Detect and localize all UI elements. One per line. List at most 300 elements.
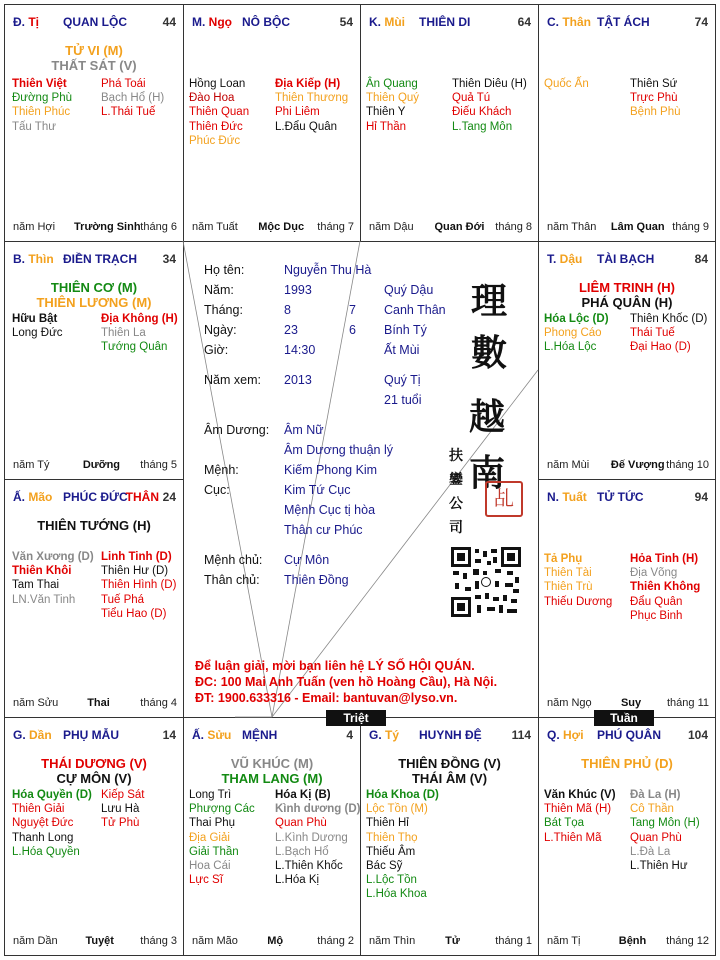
stars-right <box>275 788 360 887</box>
stars-left <box>12 312 63 340</box>
minor-star: Hữu Bật <box>12 313 58 325</box>
minor-star: Thanh Long <box>12 831 74 844</box>
minor-star: Thiên Việt <box>12 78 67 90</box>
thanchu-value: Thiên Đồng <box>284 573 349 587</box>
palace-footer <box>5 935 183 949</box>
minor-star: Hỉ Thần <box>366 120 407 133</box>
minor-star: Địa Không (H) <box>101 313 178 325</box>
palace-header <box>5 252 183 268</box>
main-star: PHÁ QUÂN (H) <box>581 295 673 310</box>
center-info <box>183 241 538 717</box>
cuc-label: Cục: <box>204 483 230 497</box>
stars-left <box>544 788 616 845</box>
palace-branch: N. Tuất <box>547 490 587 504</box>
main-stars <box>539 756 715 771</box>
main-star: THAM LANG (M) <box>221 771 323 786</box>
footer-month: tháng 5 <box>140 459 177 471</box>
palace-branch: Đ. Tị <box>13 15 40 29</box>
tuan-tag: Tuần <box>594 710 654 726</box>
minor-star: Thiên Diêu (H) <box>452 78 527 90</box>
menhchu-value: Cự Môn <box>284 553 330 567</box>
thanchu-label: Thân chủ: <box>204 573 260 587</box>
stars-right <box>630 552 700 623</box>
palace-branch: B. Thìn <box>13 252 54 266</box>
palace-footer <box>539 459 715 473</box>
viewyear-canchi: Quý Tị <box>384 373 421 387</box>
palace-footer <box>184 935 360 949</box>
minor-star: Long Trì <box>189 789 232 801</box>
minor-star: Hồng Loan <box>189 78 246 90</box>
palace-footer <box>361 221 538 235</box>
stars-right <box>275 77 348 134</box>
minor-star: Thiên Sứ <box>630 78 678 90</box>
contact-line-3: ĐT: 1900.633316 - Email: bantuvan@lyso.vn. <box>195 691 458 705</box>
footer-stage: Dưỡng <box>82 459 121 471</box>
triet-tag: Triệt <box>326 710 386 726</box>
minor-star: Tang Môn (H) <box>630 817 700 830</box>
minor-star: Phúc Đức <box>189 134 241 147</box>
minor-star: L.Kình Dương <box>275 831 348 844</box>
minor-star: Đà La (H) <box>630 789 681 801</box>
menhchu-label: Mệnh chủ: <box>204 553 263 567</box>
minor-star: L.Thiên Hư <box>630 859 688 872</box>
menh-label: Mệnh: <box>204 463 239 477</box>
palace-tuat <box>539 480 715 717</box>
contact-line-2: ĐC: 100 Mai Anh Tuấn (ven hồ Hoàng Cầu), Hà Nội. <box>195 675 498 689</box>
palace-branch: G. Dần <box>13 728 52 742</box>
minor-star: Lực Sĩ <box>189 874 223 887</box>
minor-star: Trực Phù <box>630 92 678 105</box>
footer-month: tháng 11 <box>666 697 709 709</box>
palace-footer <box>539 935 715 949</box>
minor-star: Thiên Phúc <box>12 106 71 119</box>
palace-footer <box>361 935 538 949</box>
name-value: Nguyễn Thu Hà <box>284 263 372 277</box>
palace-number: 24 <box>162 490 176 504</box>
minor-star: Giải Thần <box>189 845 239 858</box>
minor-star: Hóa Lộc (D) <box>544 313 609 325</box>
minor-star: Thiên Thọ <box>366 831 418 844</box>
month-lunar: 7 <box>349 303 356 317</box>
palace-ty <box>361 718 538 955</box>
stars-right <box>101 788 144 831</box>
main-stars <box>184 756 360 786</box>
palace-name: QUAN LỘC <box>63 15 127 29</box>
cuc-value: Kim Tứ Cục <box>284 483 351 497</box>
minor-star: Quan Phù <box>275 817 327 830</box>
footer-month: tháng 7 <box>317 221 354 233</box>
palace-number: 44 <box>162 15 176 29</box>
stars-left <box>189 77 249 148</box>
minor-star: Quả Tú <box>452 92 491 105</box>
footer-month: tháng 8 <box>495 221 532 233</box>
minor-star: Địa Kiếp (H) <box>275 78 341 90</box>
palace-header <box>184 15 360 31</box>
palace-mui <box>361 5 538 241</box>
palace-name: THIÊN DI <box>419 15 471 29</box>
minor-star: Tả Phụ <box>544 553 583 565</box>
main-star: LIÊM TRINH (H) <box>578 280 676 295</box>
minor-star: Hóa Kị (B) <box>275 789 331 801</box>
footer-stage: Mộc Dục <box>258 221 305 233</box>
stars-right <box>452 77 527 134</box>
footer-stage: Tử <box>445 935 460 947</box>
minor-star: Thiên Hư (D) <box>101 565 169 578</box>
minor-star: Phá Toái <box>101 78 146 90</box>
palace-suu <box>184 718 360 955</box>
minor-star: Quan Phù <box>630 831 682 844</box>
footer-year: năm Thân <box>547 221 597 233</box>
day-label: Ngày: <box>204 323 237 337</box>
minor-star: Cô Thần <box>630 803 674 816</box>
minor-star: Lưu Hà <box>101 803 140 816</box>
main-stars <box>539 280 715 310</box>
minor-star: Thiên Y <box>366 106 406 119</box>
footer-year: năm Sửu <box>13 697 59 709</box>
cuc-note: Mệnh Cục tị hòa <box>284 503 376 517</box>
footer-stage: Quan Đới <box>434 221 485 233</box>
than-note: Thân cư Phúc <box>284 523 363 537</box>
day-lunar: 6 <box>349 323 356 337</box>
minor-star: Thai Phụ <box>189 817 236 830</box>
year-label: Năm: <box>204 283 234 297</box>
minor-star: Tuế Phá <box>101 593 145 606</box>
year-canchi: Quý Dậu <box>384 283 434 297</box>
minor-star: Kiếp Sát <box>101 789 145 801</box>
stars-left <box>12 550 94 607</box>
palace-number: 34 <box>162 252 176 266</box>
minor-star: Đường Phù <box>12 92 72 105</box>
palace-branch: K. Mùi <box>369 15 406 29</box>
minor-star: Phong Cáo <box>544 327 602 340</box>
stars-left <box>544 312 609 355</box>
main-star: TỬ VI (M) <box>65 43 123 58</box>
minor-star: L.Thiên Khốc <box>275 859 343 872</box>
seal-char-2: 數 <box>471 332 508 374</box>
main-star: THIÊN CƠ (M) <box>50 280 138 295</box>
palace-thin <box>5 242 183 479</box>
palace-name: TỬ TỨC <box>597 490 644 504</box>
minor-star: L.Đà La <box>630 845 671 858</box>
palace-name: PHÚC ĐỨC <box>63 490 128 504</box>
minor-star: Thiên Tài <box>544 567 592 580</box>
day-canchi: Bính Tý <box>384 323 427 337</box>
minor-star: LN.Văn Tinh <box>12 593 76 606</box>
palace-branch: T. Dậu <box>547 252 583 266</box>
stars-left <box>544 552 612 609</box>
palace-ngo <box>184 5 360 241</box>
month-label: Tháng: <box>204 303 243 317</box>
minor-star: Linh Tinh (D) <box>101 551 172 563</box>
minor-star: Tam Thai <box>12 579 60 592</box>
palace-footer <box>5 459 183 473</box>
footer-month: tháng 6 <box>140 221 177 233</box>
stars-right <box>101 77 164 120</box>
footer-month: tháng 12 <box>666 935 709 947</box>
seal-small-4: 司 <box>449 520 463 536</box>
minor-star: Phi Liêm <box>275 106 320 119</box>
palace-name: MỆNH <box>242 728 278 742</box>
footer-month: tháng 10 <box>666 459 709 471</box>
minor-star: Thiên Khốc (D) <box>630 313 708 325</box>
minor-star: Long Đức <box>12 327 63 340</box>
stars-left <box>366 77 419 134</box>
minor-star: Phục Binh <box>630 609 683 622</box>
hour-label: Giờ: <box>204 343 229 357</box>
palace-header <box>361 728 538 744</box>
minor-star: Nguyệt Đức <box>12 817 74 830</box>
minor-star: Thiên Quan <box>189 106 250 119</box>
seal-small-1: 扶 <box>449 448 463 464</box>
minor-star: Văn Xương (D) <box>12 551 94 563</box>
minor-star: Thiên Hỉ <box>366 817 409 830</box>
stars-right <box>630 312 707 355</box>
day-solar: 23 <box>284 323 298 337</box>
palace-footer <box>5 221 183 235</box>
minor-star: Đại Hao (D) <box>630 341 691 354</box>
stars-left <box>12 788 92 859</box>
red-stamp: 乩 <box>485 481 523 517</box>
minor-star: Tấu Thư <box>12 120 56 133</box>
footer-year: năm Tý <box>13 459 50 471</box>
minor-star: L.Bạch Hổ <box>275 845 329 858</box>
main-star: THIÊN LƯƠNG (M) <box>36 295 152 310</box>
minor-star: Quốc Ấn <box>544 78 589 90</box>
seal-char-3: 越 <box>469 396 506 438</box>
main-star: VŨ KHÚC (M) <box>230 756 314 771</box>
minor-star: Đẩu Quân <box>630 595 683 608</box>
minor-star: L.Hóa Lộc <box>544 341 597 354</box>
palace-number: 74 <box>694 15 708 29</box>
minor-star: L.Hóa Khoa <box>366 888 427 901</box>
minor-star: L.Hóa Quyền <box>12 845 80 858</box>
palace-number: 104 <box>687 728 708 742</box>
palace-header <box>539 15 715 31</box>
palace-number: 4 <box>346 728 353 742</box>
year-value: 1993 <box>284 283 312 297</box>
minor-star: Văn Khúc (V) <box>544 789 616 801</box>
palace-number: 54 <box>339 15 353 29</box>
main-star: THIÊN ĐỒNG (V) <box>398 756 501 771</box>
minor-star: Phượng Các <box>189 803 255 816</box>
palace-than-marker: THÂN <box>125 490 159 504</box>
main-star: THẤT SÁT (V) <box>51 58 137 73</box>
palace-footer <box>184 221 360 235</box>
minor-star: Bác Sỹ <box>366 859 403 872</box>
minor-star: Thiên Quý <box>366 92 420 105</box>
minor-star: Thiên Không <box>630 581 701 594</box>
menh-value: Kiếm Phong Kim <box>284 463 378 477</box>
footer-year: năm Mùi <box>547 459 590 471</box>
palace-header <box>539 252 715 268</box>
footer-year: năm Tuất <box>192 221 238 233</box>
minor-star: Thiên Khôi <box>12 565 72 578</box>
footer-month: tháng 3 <box>140 935 177 947</box>
main-star: THIÊN PHỦ (D) <box>581 756 673 771</box>
palace-header <box>5 728 183 744</box>
main-star: THÁI DƯƠNG (V) <box>41 756 147 771</box>
minor-star: L.Thái Tuế <box>101 106 156 119</box>
footer-stage: Bệnh <box>618 935 647 947</box>
stars-right <box>630 77 681 120</box>
minor-star: Hóa Quyền (D) <box>12 789 92 801</box>
footer-year: năm Tị <box>547 935 581 947</box>
footer-year: năm Ngọ <box>547 697 592 709</box>
palace-name: TÀI BẠCH <box>597 252 655 266</box>
footer-stage: Lâm Quan <box>610 221 665 233</box>
age: 21 tuổi <box>384 393 422 407</box>
main-stars <box>5 43 183 73</box>
minor-star: Thiên Mã (H) <box>544 803 612 816</box>
palace-header <box>539 728 715 744</box>
palace-dan <box>5 718 183 955</box>
minor-star: L.Lộc Tồn <box>366 874 417 887</box>
main-stars <box>5 280 183 310</box>
footer-stage: Mộ <box>267 935 284 947</box>
footer-year: năm Dậu <box>369 221 414 233</box>
footer-stage: Trường Sinh <box>74 221 141 233</box>
palace-number: 114 <box>511 728 531 742</box>
palace-branch: Q. Hợi <box>547 728 584 742</box>
footer-month: tháng 9 <box>672 221 709 233</box>
palace-number: 84 <box>694 252 708 266</box>
minor-star: Địa Giải <box>189 831 230 844</box>
minor-star: Tiểu Hao (D) <box>101 607 167 620</box>
seal-char-1: 理 <box>471 280 508 322</box>
seal-small-2: 鑾 <box>449 472 463 488</box>
footer-stage: Đế Vượng <box>610 459 665 471</box>
palace-header <box>184 728 360 744</box>
contact-line-1: Để luận giải, mời bạn liên hệ LÝ SỐ HỘI QUÁN. <box>195 659 475 673</box>
amduong-note: Âm Dương thuận lý <box>284 443 393 457</box>
viewyear-value: 2013 <box>284 373 312 387</box>
minor-star: Thiếu Dương <box>544 595 613 608</box>
month-canchi: Canh Thân <box>384 303 446 317</box>
minor-star: L.Hóa Kị <box>275 874 320 887</box>
minor-star: Ân Quang <box>366 78 418 90</box>
footer-year: năm Mão <box>192 935 238 947</box>
footer-month: tháng 2 <box>317 935 354 947</box>
palace-header <box>361 15 538 31</box>
minor-star: Kình dương (D) <box>275 803 361 816</box>
footer-year: năm Dần <box>13 935 58 947</box>
amduong-value: Âm Nữ <box>284 423 324 437</box>
footer-stage: Tuyệt <box>85 935 114 947</box>
palace-number: 14 <box>162 728 176 742</box>
stars-left <box>544 77 589 91</box>
palace-number: 64 <box>517 15 531 29</box>
stars-left <box>366 788 439 902</box>
minor-star: L.Tang Môn <box>452 120 513 133</box>
palace-branch: Ấ. Sửu <box>192 728 232 742</box>
qr-code-icon <box>451 547 521 617</box>
palace-name: HUYNH ĐỆ <box>419 728 482 742</box>
hour-canchi: Ất Mùi <box>384 343 420 357</box>
palace-mao <box>5 480 183 717</box>
footer-stage: Suy <box>620 697 642 709</box>
minor-star: Hoa Cái <box>189 859 231 872</box>
palace-name: NÔ BỘC <box>242 15 290 29</box>
minor-star: Thiên La <box>101 327 146 340</box>
palace-than <box>539 5 715 241</box>
viewyear-label: Năm xem: <box>204 373 261 387</box>
main-star: THIÊN TƯỚNG (H) <box>37 518 151 533</box>
palace-header <box>539 490 715 506</box>
name-label: Họ tên: <box>204 263 245 277</box>
palace-branch: G. Tý <box>369 728 400 742</box>
palace-name: PHỤ MẪU <box>63 728 119 742</box>
minor-star: Tướng Quân <box>101 341 168 354</box>
minor-star: Hóa Khoa (D) <box>366 789 439 801</box>
amduong-label: Âm Dương: <box>204 423 270 437</box>
stars-left <box>12 77 72 134</box>
main-star: THÁI ÂM (V) <box>411 771 488 786</box>
minor-star: Thiên Thương <box>275 92 349 105</box>
minor-star: Bệnh Phù <box>630 106 681 119</box>
minor-star: Địa Võng <box>630 567 678 580</box>
main-stars <box>5 756 183 786</box>
palace-header <box>5 490 183 506</box>
hour-value: 14:30 <box>284 343 316 357</box>
stars-left <box>189 788 255 887</box>
minor-star: Tử Phù <box>101 817 140 830</box>
month-solar: 8 <box>284 303 291 317</box>
palace-footer <box>539 221 715 235</box>
palace-branch: Ấ. Mão <box>13 490 53 504</box>
minor-star: Lộc Tồn (M) <box>366 803 428 816</box>
seal-char-4: 南 <box>469 452 506 494</box>
footer-year: năm Thìn <box>369 935 416 947</box>
palace-ti <box>5 5 183 241</box>
minor-star: Thiếu Âm <box>366 845 416 858</box>
palace-name: PHÚ QUÂN <box>597 728 662 742</box>
seal-small-3: 公 <box>449 496 463 512</box>
main-star: CỰ MÔN (V) <box>56 771 132 786</box>
minor-star: Thái Tuế <box>630 327 675 340</box>
minor-star: Bạch Hổ (H) <box>101 92 165 105</box>
footer-year: năm Hợi <box>13 221 56 233</box>
minor-star: Đào Hoa <box>189 92 235 105</box>
main-stars <box>5 518 183 533</box>
minor-star: Thiên Đức <box>189 120 243 133</box>
palace-header <box>5 15 183 31</box>
minor-star: Điếu Khách <box>452 106 512 119</box>
minor-star: Thiên Hình (D) <box>101 579 177 592</box>
minor-star: Hỏa Tinh (H) <box>630 553 699 565</box>
palace-branch: C. Thân <box>547 15 592 29</box>
palace-name: ĐIỀN TRẠCH <box>63 252 137 266</box>
main-stars <box>361 756 538 786</box>
palace-branch: M. Ngọ <box>192 15 232 29</box>
palace-footer <box>539 697 715 711</box>
palace-footer <box>5 697 183 711</box>
footer-month: tháng 4 <box>140 697 177 709</box>
stars-right <box>101 312 178 355</box>
palace-number: 94 <box>694 490 708 504</box>
stars-right <box>101 550 176 621</box>
minor-star: Thiên Giải <box>12 803 65 816</box>
palace-name: TẬT ÁCH <box>597 15 650 29</box>
minor-star: L.Thiên Mã <box>544 831 602 844</box>
palace-dau <box>539 242 715 479</box>
footer-month: tháng 1 <box>495 935 532 947</box>
minor-star: Thiên Trù <box>544 581 593 594</box>
footer-stage: Thai <box>87 697 110 709</box>
minor-star: Bát Tọa <box>544 817 585 830</box>
minor-star: L.Đẩu Quân <box>275 120 338 133</box>
stars-right <box>630 788 700 873</box>
palace-hoi <box>539 718 715 955</box>
